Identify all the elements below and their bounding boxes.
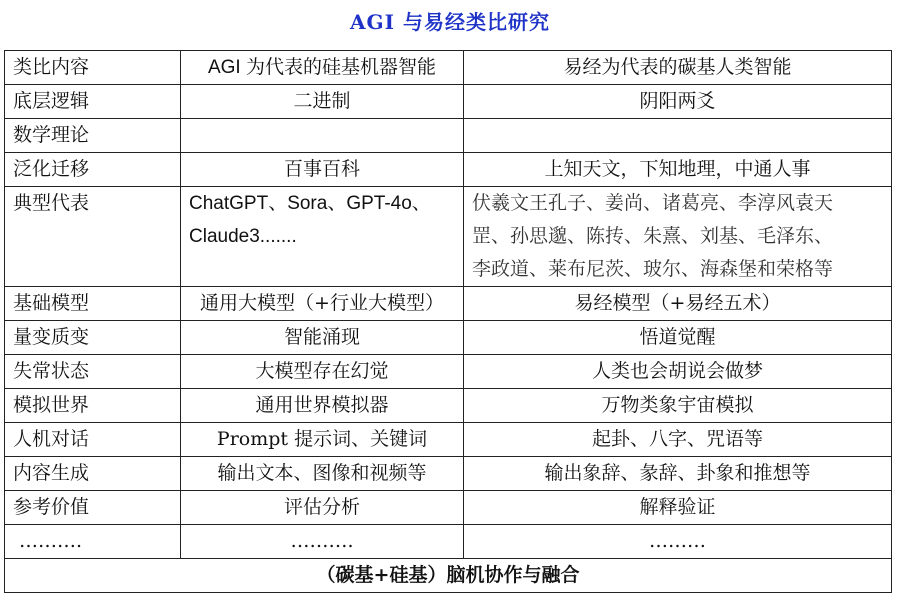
agi-cell: Prompt 提示词、关键词	[181, 423, 464, 457]
row-label: 泛化迁移	[5, 153, 181, 187]
yijing-representatives-line: 李政道、莱布尼茨、玻尔、海森堡和荣格等	[472, 258, 834, 280]
row-label: 底层逻辑	[5, 85, 181, 119]
agi-cell: 评估分析	[181, 491, 464, 525]
yijing-cell: 万物类象宇宙模拟	[464, 389, 892, 423]
table-row	[5, 525, 892, 559]
row-label: 数学理论	[5, 119, 181, 153]
yijing-cell: 人类也会胡说会做梦	[464, 355, 892, 389]
agi-cell: 智能涌现	[181, 321, 464, 355]
agi-cell: ……….	[181, 525, 464, 559]
yijing-cell	[464, 119, 892, 153]
table-row	[5, 153, 892, 187]
row-label: 模拟世界	[5, 389, 181, 423]
row-label: 参考价值	[5, 491, 181, 525]
summary-cell: （碳基+硅基）脑机协作与融合	[5, 559, 892, 593]
yijing-cell: 上知天文，下知地理，中通人事	[464, 153, 892, 187]
table-row	[5, 187, 892, 287]
row-label: 内容生成	[5, 457, 181, 491]
yijing-cell: 解释验证	[464, 491, 892, 525]
agi-cell: 输出文本、图像和视频等	[181, 457, 464, 491]
agi-cell: 通用大模型（+行业大模型）	[181, 287, 464, 321]
header-cell-category: 类比内容	[5, 51, 181, 85]
yijing-cell: ………	[464, 525, 892, 559]
table-row	[5, 389, 892, 423]
agi-representatives-line: Claude3.......	[189, 226, 297, 247]
table-row	[5, 85, 892, 119]
row-label: 人机对话	[5, 423, 181, 457]
header-cell-agi: AGI 为代表的硅基机器智能	[181, 51, 464, 85]
agi-cell: 二进制	[181, 85, 464, 119]
row-label: 基础模型	[5, 287, 181, 321]
table-row	[5, 355, 892, 389]
yijing-cell: 输出象辞、彖辞、卦象和推想等	[464, 457, 892, 491]
page-title: AGI 与易经类比研究	[350, 10, 550, 34]
yijing-representatives-line: 伏羲文王孔子、姜尚、诸葛亮、李淳风袁天	[472, 192, 834, 214]
yijing-representatives-line: 罡、孙思邈、陈抟、朱熹、刘基、毛泽东、	[472, 225, 834, 247]
table-row	[5, 287, 892, 321]
comparison-table	[4, 50, 892, 593]
yijing-cell: 起卦、八字、咒语等	[464, 423, 892, 457]
yijing-cell: 悟道觉醒	[464, 321, 892, 355]
agi-cell	[181, 187, 464, 287]
agi-cell: 百事百科	[181, 153, 464, 187]
agi-cell: 大模型存在幻觉	[181, 355, 464, 389]
table-row	[5, 423, 892, 457]
yijing-cell: 阴阳两爻	[464, 85, 892, 119]
row-label: 典型代表	[5, 187, 181, 287]
header-cell-yijing: 易经为代表的碳基人类智能	[464, 51, 892, 85]
table-row	[5, 321, 892, 355]
table-row	[5, 457, 892, 491]
table-row	[5, 119, 892, 153]
row-label: 失常状态	[5, 355, 181, 389]
table-row	[5, 491, 892, 525]
table-header-row	[5, 51, 892, 85]
row-label: ……….	[5, 525, 181, 559]
agi-cell	[181, 119, 464, 153]
row-label: 量变质变	[5, 321, 181, 355]
yijing-cell	[464, 187, 892, 287]
agi-representatives-line: ChatGPT、Sora、GPT-4o、	[189, 193, 431, 214]
summary-row	[5, 559, 892, 593]
agi-cell: 通用世界模拟器	[181, 389, 464, 423]
yijing-cell: 易经模型（+易经五术）	[464, 287, 892, 321]
